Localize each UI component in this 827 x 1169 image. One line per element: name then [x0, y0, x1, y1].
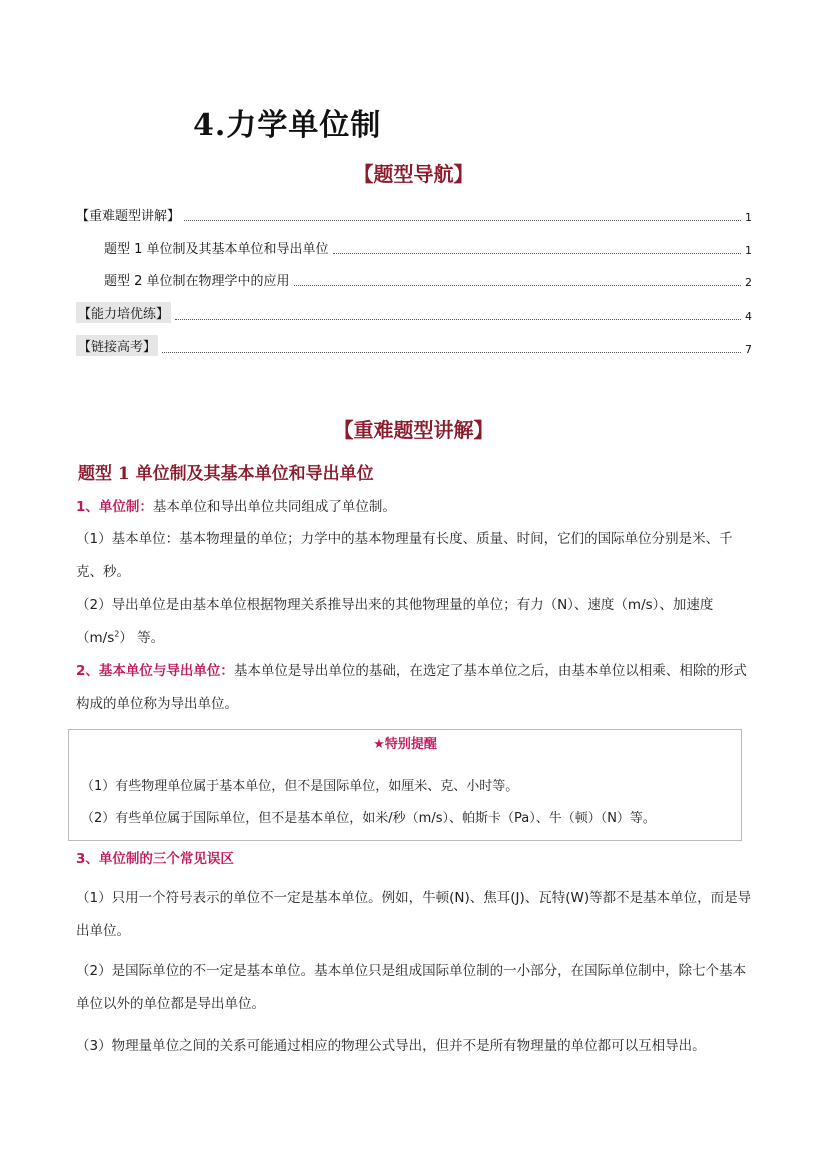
paragraph-misconception-3: （3）物理量单位之间的关系可能通过相应的物理公式导出，但并不是所有物理量的单位都可以互相导出。: [76, 1038, 706, 1054]
section-heading: 【重难题型讲解】: [333, 418, 494, 442]
paragraph-text: 基本单位和导出单位共同组成了单位制。: [152, 499, 396, 515]
toc-entry-label: 【能力培优练】: [76, 302, 171, 323]
reminder-line: （2）有些单位属于国际单位，但不是基本单位，如米/秒（m/s）、帕斯卡（Pa）、牛（顿）（N）等。: [81, 811, 656, 826]
paragraph-text: （2）导出单位是由基本单位根据物理关系推导出来的其他物理量的单位；有力（N）、速度（m/s）、加速度（m/s: [76, 597, 714, 646]
toc-entry-page: 2: [745, 276, 752, 289]
paragraph-text: 基本单位是导出单位的基础，在选定了基本单位之后，由基本单位以相乘、相除的形式构成的单位称为导出单位。: [76, 663, 747, 712]
toc-entry-label: 【重难题型讲解】: [76, 209, 181, 224]
toc-entry-label: 题型 1 单位制及其基本单位和导出单位: [104, 242, 329, 257]
toc-entry-label: 题型 2 单位制在物理学中的应用: [104, 274, 290, 289]
toc-leader: [294, 284, 741, 286]
topic-heading: 题型 1 单位制及其基本单位和导出单位: [78, 464, 374, 484]
document-title: 4.力学单位制: [193, 108, 382, 143]
paragraph-base-units: （1）基本单位：基本物理量的单位；力学中的基本物理量有长度、质量、时间，它们的国际单位分别是米、千克、秒。: [76, 531, 733, 580]
paragraph-base-vs-derived: [76, 655, 756, 721]
toc-entry[interactable]: [104, 238, 752, 257]
toc-leader: [175, 318, 741, 320]
paragraph-misconception-2: （2）是国际单位的不一定是基本单位。基本单位只是组成国际单位制的一小部分，在国际单位制中，除七个基本单位以外的单位都是导出单位。: [76, 963, 747, 1012]
reminder-title: ★特别提醒: [373, 737, 437, 752]
paragraph-label: 3、单位制的三个常见误区: [76, 851, 234, 867]
paragraph-misconceptions-heading: [76, 843, 756, 876]
paragraph-unit-system: [76, 491, 756, 524]
reminder-line: （1）有些物理单位属于基本单位，但不是国际单位，如厘米、克、小时等。: [81, 779, 519, 794]
toc-entry-page: 1: [745, 244, 752, 257]
superscript: 2: [114, 629, 120, 639]
nav-heading: 【题型导航】: [353, 162, 474, 186]
special-reminder-box: [68, 729, 742, 841]
toc-entry[interactable]: [76, 205, 752, 224]
toc-entry-page: 7: [745, 343, 752, 356]
toc-entry-page: 4: [745, 310, 752, 323]
toc-entry-label: 【链接高考】: [76, 335, 158, 356]
paragraph-misconception-1: （1）只用一个符号表示的单位不一定是基本单位。例如，牛顿(N)、焦耳(J)、瓦特(W)等都不是基本单位，而是导出单位。: [76, 890, 752, 939]
paragraph-label: 1、单位制：: [76, 499, 153, 515]
toc-leader: [162, 351, 741, 353]
toc-entry[interactable]: [76, 335, 752, 356]
toc-leader: [333, 252, 741, 254]
toc-entry-page: 1: [745, 211, 752, 224]
toc-leader: [184, 219, 741, 221]
toc-entry[interactable]: [76, 302, 752, 323]
paragraph-text-tail: ） 等。: [119, 630, 165, 646]
paragraph-derived-units: [76, 589, 756, 655]
paragraph-label: 2、基本单位与导出单位：: [76, 663, 234, 679]
toc-entry[interactable]: [104, 270, 752, 289]
